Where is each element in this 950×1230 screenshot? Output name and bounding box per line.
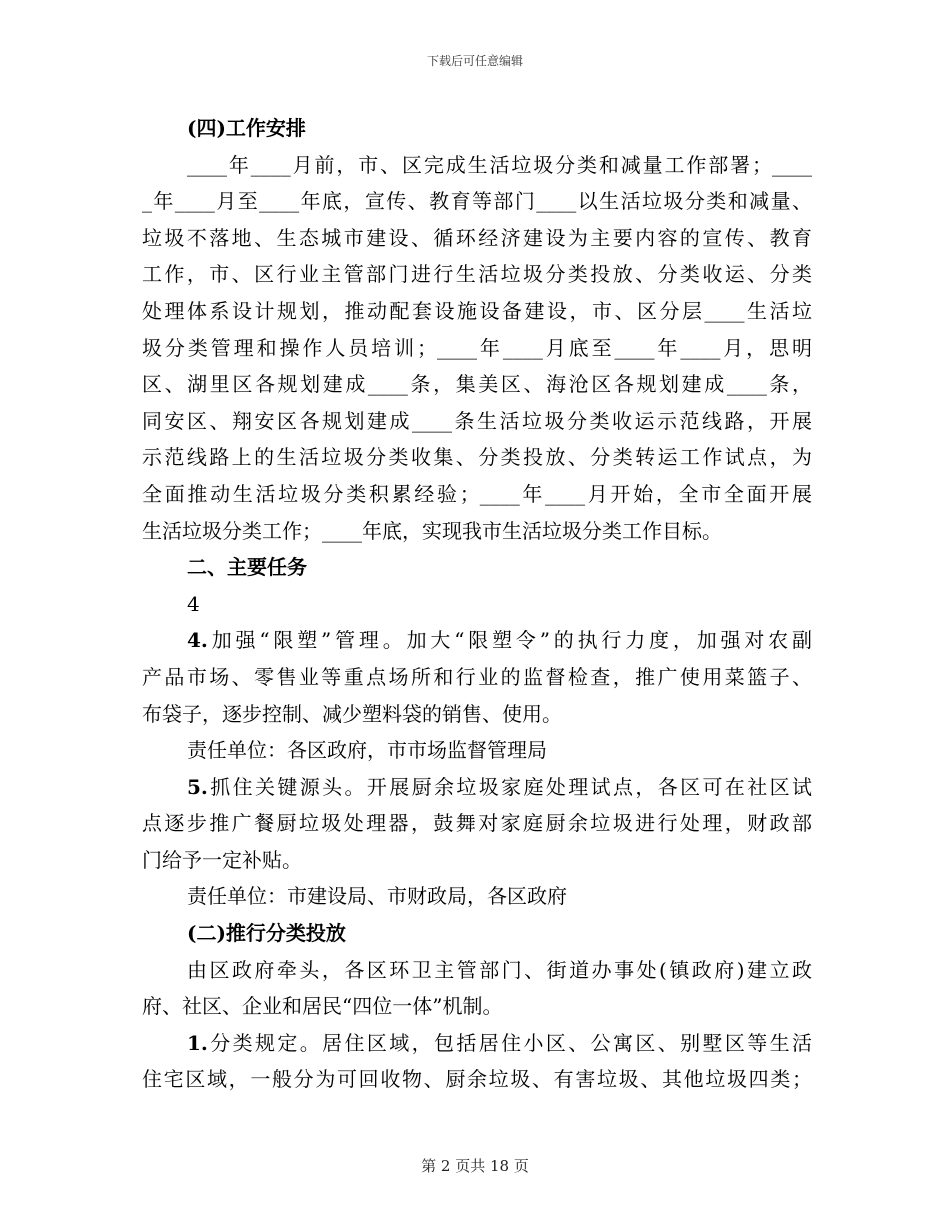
paragraph-line: 府、社区、企业和居民“四位一体”机制。 (142, 994, 503, 1019)
section-heading-sorting: (二)推行分类投放 (187, 921, 346, 946)
paragraph-line: ____年____月前，市、区完成生活垃圾分类和减量工作部署；____ (187, 152, 812, 177)
paragraph-line: 垃圾不落地、生态城市建设、循环经济建设为主要内容的宣传、教育 (142, 225, 812, 250)
paragraph-line: 生活垃圾分类工作；____年底，实现我市生活垃圾分类工作目标。 (142, 518, 722, 543)
paragraph-line: 同安区、翔安区各规划建成____条生活垃圾分类收运示范线路，开展 (142, 408, 812, 433)
page-footer: 第 2 页共 18 页 (421, 1157, 529, 1175)
paragraph-line: 圾分类管理和操作人员培训；____年____月底至____年____月，思明 (142, 335, 812, 360)
paragraph-line: 示范线路上的生活垃圾分类收集、分类投放、分类转运工作试点，为 (142, 445, 812, 470)
paragraph-line: 全面推动生活垃圾分类积累经验；____年____月开始，全市全面开展 (142, 481, 812, 506)
item-5-line (142, 769, 812, 806)
paragraph-line: 产品市场、零售业等重点场所和行业的监督检查，推广使用菜篮子、 (142, 664, 812, 689)
item-number: 1. (187, 1030, 208, 1055)
paragraph-line: 住宅区域，一般分为可回收物、厨余垃圾、有害垃圾、其他垃圾四类； (142, 1067, 812, 1092)
section-heading-main-tasks: 二、主要任务 (187, 555, 307, 580)
section-heading-work-arrangement: (四)工作安排 (187, 116, 306, 140)
responsible-unit: 责任单位：市建设局、市财政局，各区政府 (187, 884, 567, 909)
responsible-unit: 责任单位：各区政府，市市场监督管理局 (187, 738, 547, 763)
item-4-line (142, 622, 812, 659)
paragraph-line: 区、湖里区各规划建成____条，集美区、海沧区各规划建成____条， (142, 372, 812, 397)
item-text: 加强“限塑”管理。加大“限塑令”的执行力度，加强对农副 (207, 628, 812, 653)
item-number: 4. (187, 628, 208, 653)
item-1-line (142, 1025, 812, 1062)
item-text: 分类规定。居住区域，包括居住小区、公寓区、别墅区等生活 (207, 1030, 812, 1055)
paragraph-line: 由区政府牵头，各区环卫主管部门、街道办事处(镇政府)建立政 (187, 957, 812, 982)
paragraph-line: 门给予一定补贴。 (142, 847, 302, 872)
page-number-marker: 4 (187, 591, 200, 616)
item-number: 5. (187, 774, 208, 799)
item-text: 抓住关键源头。开展厨余垃圾家庭处理试点，各区可在社区试 (207, 774, 812, 799)
paragraph-line: 工作，市、区行业主管部门进行生活垃圾分类投放、分类收运、分类 (142, 262, 812, 287)
document-body (142, 110, 812, 1098)
paragraph-line: 点逐步推广餐厨垃圾处理器，鼓舞对家庭厨余垃圾进行处理，财政部 (142, 811, 812, 836)
paragraph-line: 布袋子，逐步控制、减少塑料袋的销售、使用。 (142, 701, 562, 726)
paragraph-line: _年____月至____年底，宣传、教育等部门____以生活垃圾分类和减量、 (142, 189, 812, 214)
page-header: 下载后可任意编辑 (426, 54, 523, 68)
paragraph-line: 处理体系设计规划，推动配套设施设备建设，市、区分层____生活垃 (142, 298, 812, 323)
